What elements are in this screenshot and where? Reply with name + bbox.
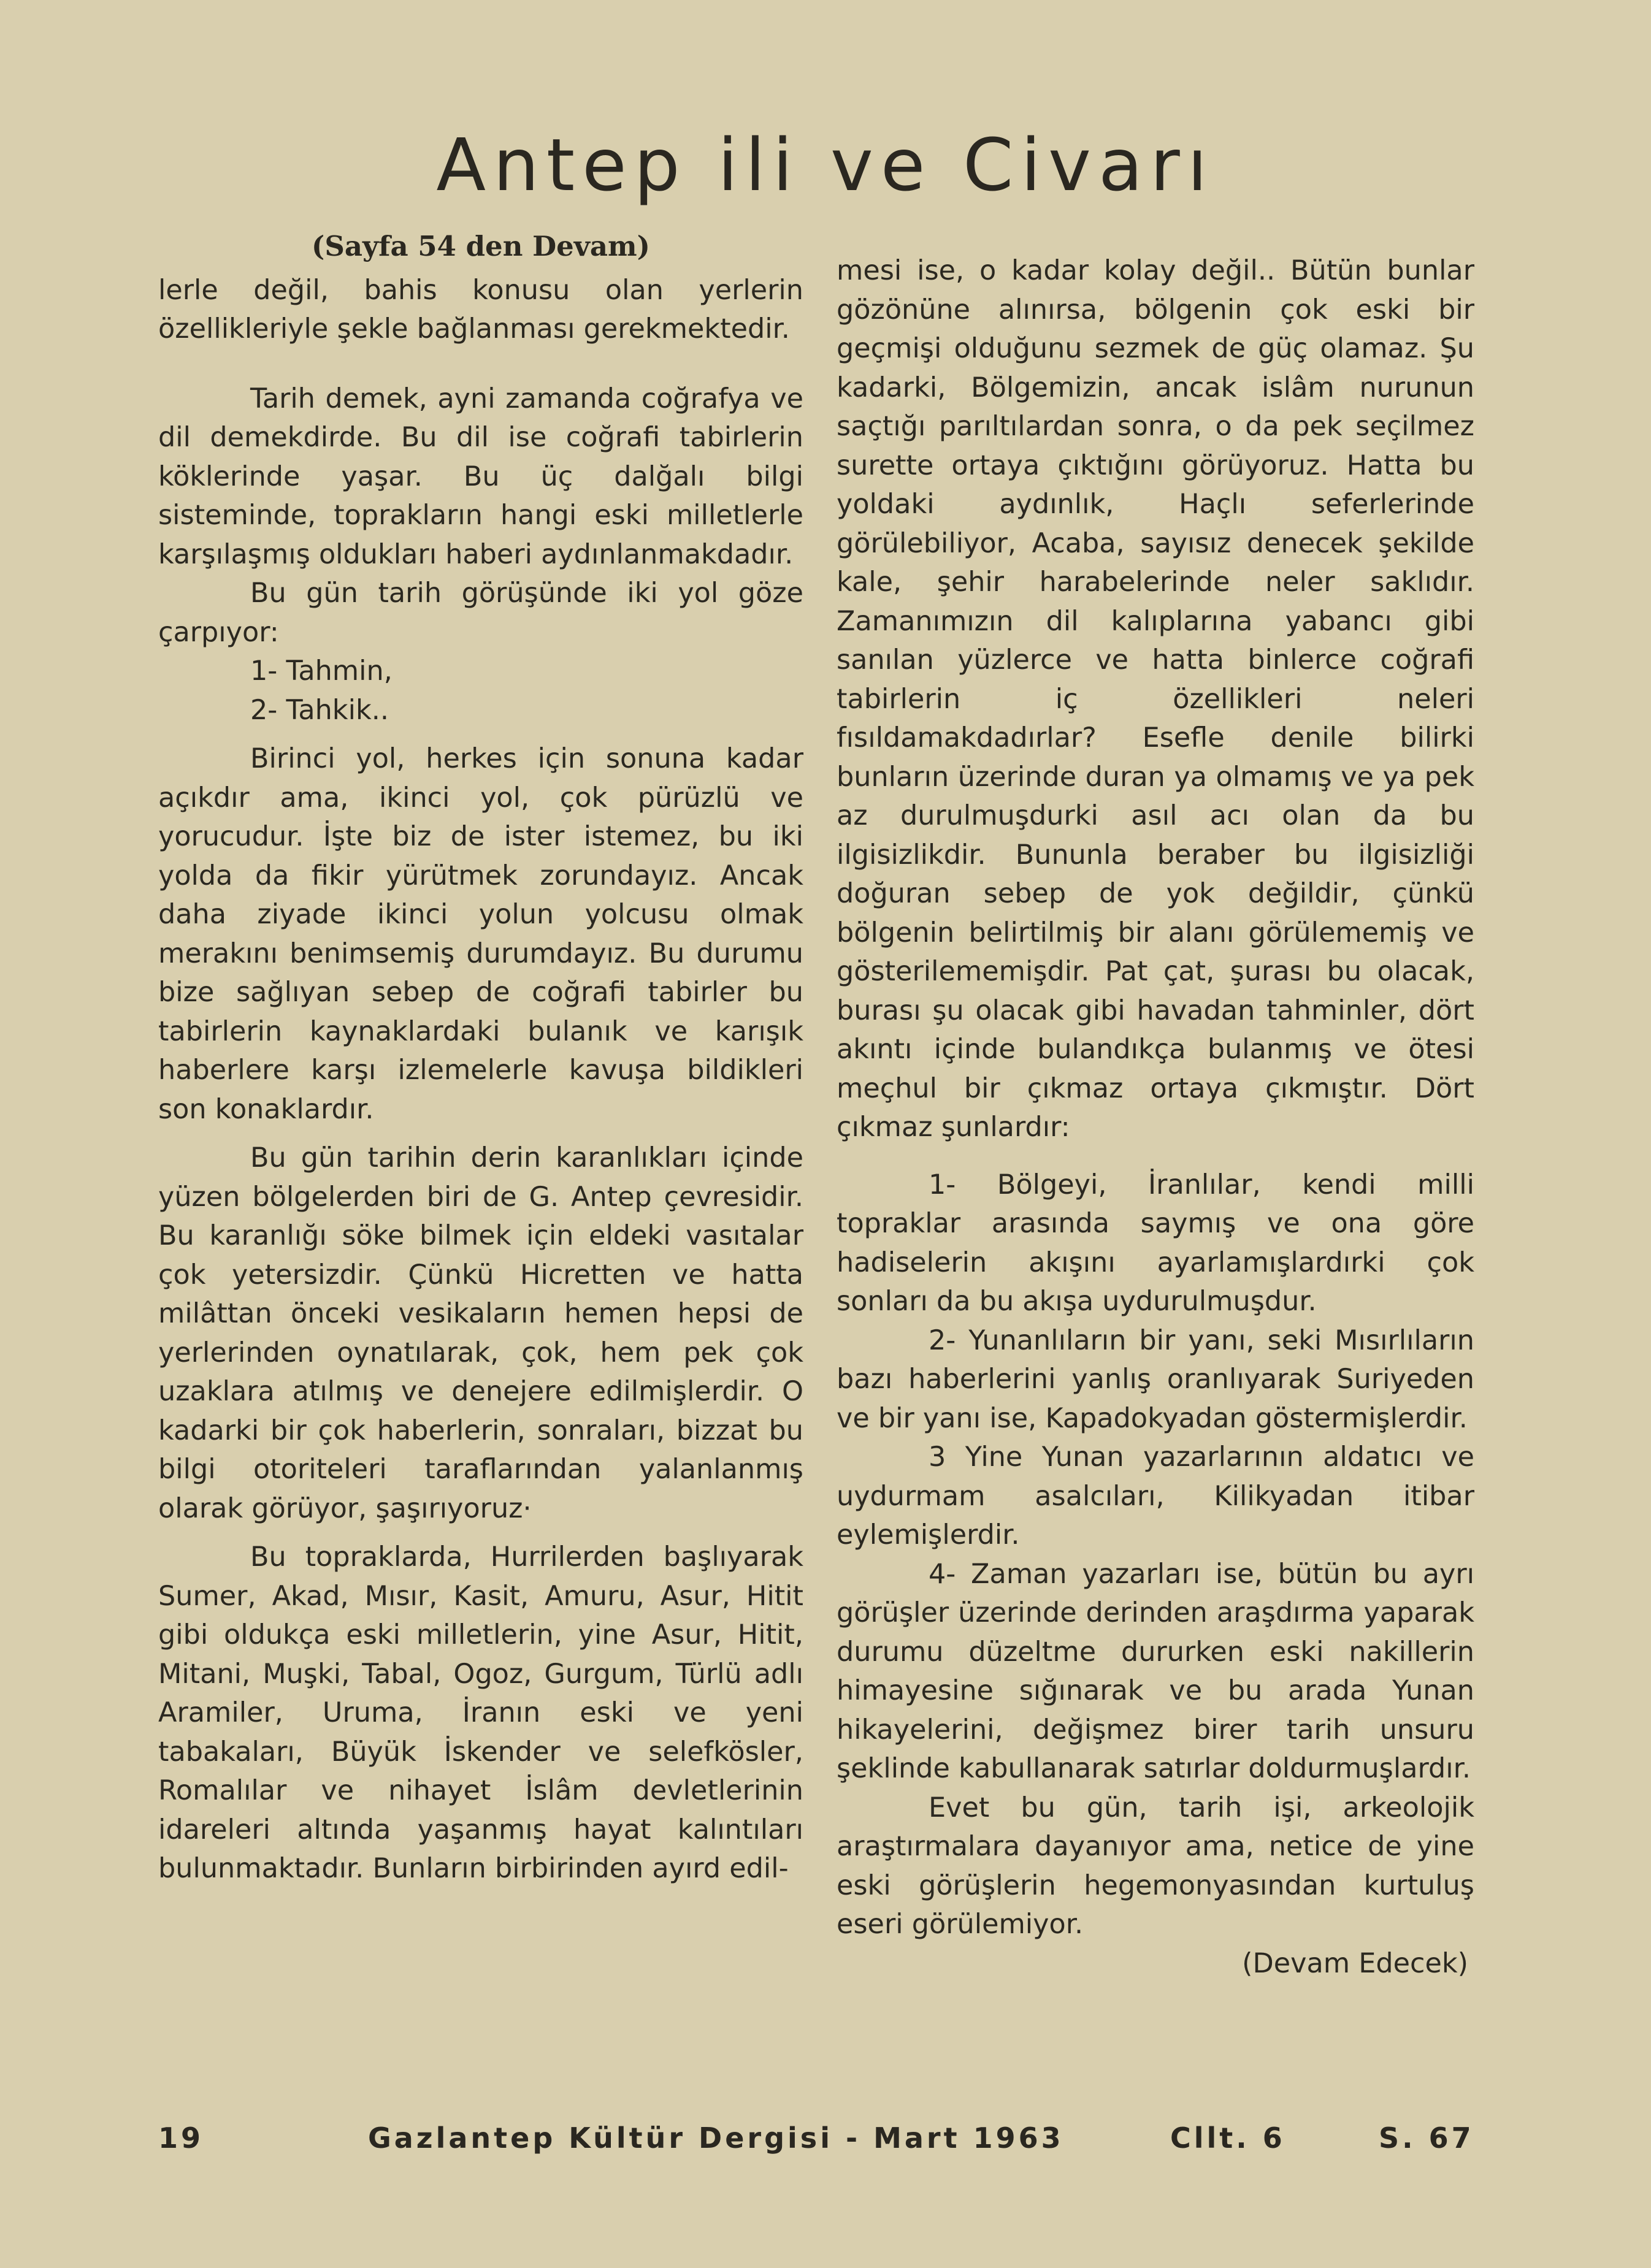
paragraph: Tarih demek, ayni zamanda coğrafya ve dil demekdirde. Bu dil ise coğrafi tabirlerin köklerinde yaşar. Bu üç dalğalı bilgi sisteminde, toprakların hangi eski milletlerle karşılaşmış oldukları haberi aydınlanmakdadır. — [158, 383, 803, 570]
issue-number: S. 67 — [1379, 2121, 1474, 2155]
to-be-continued: (Devam Edecek) — [1242, 1947, 1468, 1979]
list — [158, 652, 803, 730]
paragraph: Evet bu gün, tarih işi, arkeolojik araştırmalara dayanıyor ama, netice de yine eski görüşlerin hegemonyasından kurtuluş eseri görülemiyor. — [837, 1792, 1474, 1940]
paragraph: Bu topraklarda, Hurrilerden başlıyarak Sumer, Akad, Mısır, Kasit, Amuru, Asur, Hitit gibi oldukça eski milletlerin, yine Asur, Hitit, Mitani, Muşki, Tabal, Ogoz, Gurgum, Türlü adlı Aramiler, Uruma, İranın eski ve yeni tabakaları, Büyük İskender ve selefkösler, Romalılar ve nihayet İslâm devletlerinin idareleri altında yaşanmış hayat kalıntıları bulunmaktadır. Bunların birbirinden ayırd edil- — [158, 1541, 803, 1884]
magazine-name: Gazlantep Kültür Dergisi - Mart 1963 — [368, 2121, 1064, 2155]
list-item: 3 Yine Yunan yazarlarının aldatıcı ve uydurmam asalcıları, Kilikyadan itibar eylemişlerdir. — [837, 1441, 1474, 1551]
right-column — [837, 251, 1474, 1983]
continuation-note: (Sayfa 54 den Devam) — [312, 230, 650, 262]
list-item: 2- Tahkik.. — [250, 694, 389, 726]
left-column — [158, 227, 803, 1888]
list-item: 1- Bölgeyi, İranlılar, kendi milli topraklar arasında saymış ve ona göre hadiselerin akışını ayarlamışlardırki çok sonları da bu akışa uydurulmuşdur. — [837, 1169, 1474, 1317]
page-number: 19 — [158, 2121, 204, 2155]
list-item: 2- Yunanlıların bir yanı, seki Mısırlıların bazı haberlerini yanlış oranlıyarak Suriyeden ve bir yanı ise, Kapadokyadan göstermişlerdir. — [837, 1324, 1474, 1434]
paragraph: Birinci yol, herkes için sonuna kadar açıkdır ama, ikinci yol, çok pürüzlü ve yorucudur. İşte biz de ister istemez, bu iki yolda da fikir yürütmek zorundayız. Ancak daha ziyade ikinci yolun yolcusu olmak merakını benimsemiş durumdayız. Bu durumu bize sağlıyan sebep de coğrafi tabirler bu tabirlerin kaynaklardaki bulanık ve karışık haberlere karşı izlemelerle kavuşa bildikleri son konaklardır. — [158, 743, 803, 1125]
article-title: Antep ili ve Civarı — [436, 123, 1215, 207]
volume-number: Cllt. 6 — [1170, 2121, 1285, 2155]
list-item: 1- Tahmin, — [250, 655, 393, 687]
paragraph: lerle değil, bahis konusu olan yerlerin özellikleriyle şekle bağlanması gerekmektedir. — [158, 274, 803, 345]
page-footer — [158, 2121, 1474, 2164]
paragraph: mesi ise, o kadar kolay değil.. Bütün bunlar gözönüne alınırsa, bölgenin çok eski bir geçmişi olduğunu sezmek de güç olamaz. Şu kadarki, Bölgemizin, ancak islâm nurunun saçtığı parıltılardan sonra, o da pek seçilmez surette ortaya çıktığını görüyoruz. Hatta bu yoldaki aydınlık, Haçlı seferlerinde görülebiliyor, Acaba, sayısız denecek şekilde kale, şehir harabelerinde neler saklıdır. Zamanımızın dil kalıplarına yabancı gibi sanılan yüzlerce ve hatta binlerce coğrafi tabirlerin iç özellikleri neleri fısıldamakdadırlar? Esefle denile bilirki bunların üzerinde duran ya olmamış ve ya pek az durulmuşdurki asıl acı olan da bu ilgisizlikdir. Bununla beraber bu ilgisizliği doğuran sebep de yok değildir, çünkü bölgenin belirtilmiş bir alanı görülememiş ve gösterilememişdir. Pat çat, şurası bu olacak, burası şu olacak gibi havadan tahminler, dört akıntı içinde bulandıkça bulanmış ve ötesi meçhul bir çıkmaz ortaya çıkmıştır. Dört çıkmaz şunlardır: — [837, 255, 1474, 1143]
paragraph: Bu gün tarih görüşünde iki yol göze çarpıyor: — [158, 578, 803, 648]
list-item: 4- Zaman yazarları ise, bütün bu ayrı görüşler üzerinde derinden araşdırma yaparak durumu düzeltme dururken eski nakillerin himayesine sığınarak ve bu arada Yunan hikayelerini, değişmez birer tarih unsuru şeklinde kabullanarak satırlar doldurmuşlardır. — [837, 1558, 1474, 1784]
paragraph: Bu gün tarihin derin karanlıkları içinde yüzen bölgelerden biri de G. Antep çevresidir. Bu karanlığı söke bilmek için eldeki vasıtalar çok yetersizdir. Çünkü Hicretten ve hatta milâttan önceki vesikaların hemen hepsi de yerlerinden oynatılarak, çok, hem pek çok uzaklara atılmış ve denejere edilmişlerdir. O kadarki bir çok haberlerin, sonraları, bizzat bu bilgi otoriteleri taraflarından yalanlanmış olarak görüyor, şaşırıyoruz· — [158, 1142, 803, 1524]
